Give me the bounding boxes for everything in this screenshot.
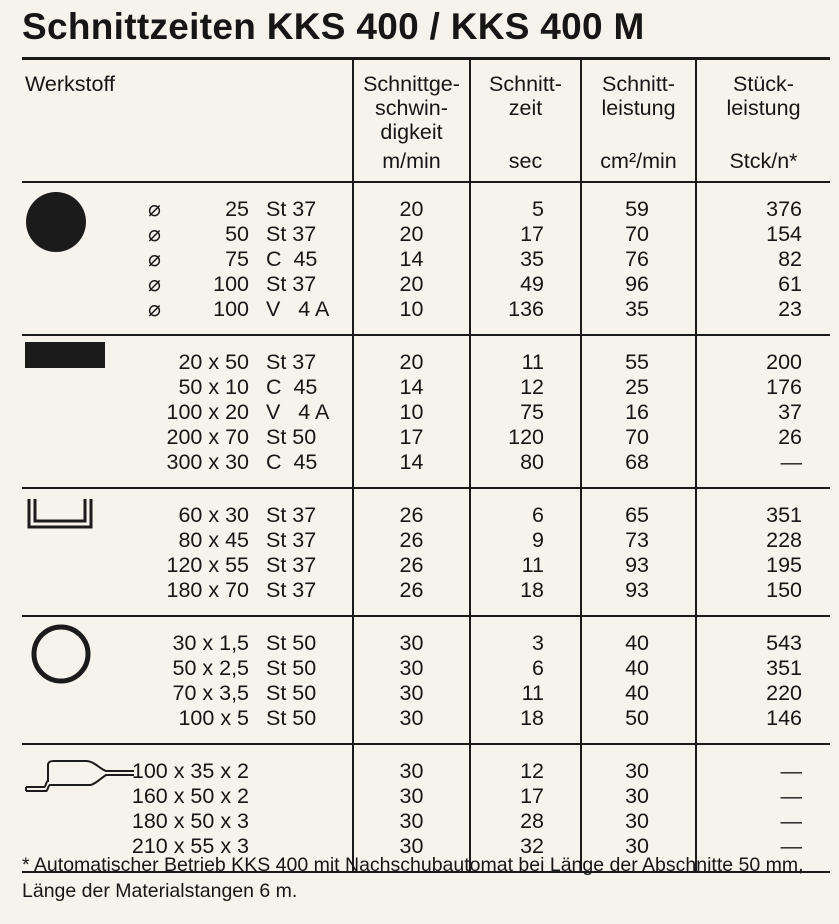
header-pieces-label: Stück- leistung <box>726 72 801 120</box>
header-output-unit: cm²/min <box>600 149 677 173</box>
grade-label: St 37 <box>266 350 317 374</box>
cell-time: 17 <box>520 784 544 808</box>
cell-pieces: 543 <box>766 631 802 655</box>
cell-time: 11 <box>521 350 544 374</box>
speed-cell <box>353 335 470 488</box>
dimension-label: 80 x 45 <box>178 528 249 552</box>
time-cell <box>470 335 581 488</box>
material-line <box>22 553 352 578</box>
cell-time: 18 <box>520 578 544 602</box>
dimension-label: 100 x 35 x 2 <box>131 759 249 783</box>
speed-cell <box>353 182 470 335</box>
cell-output: 35 <box>625 297 649 321</box>
dimension-label: 75 <box>225 247 249 271</box>
grade-label: St 37 <box>266 503 317 527</box>
cell-time: 9 <box>532 528 544 552</box>
cell-speed: 30 <box>399 656 424 680</box>
cell-time: 75 <box>520 400 544 424</box>
cell-speed: 10 <box>399 297 424 321</box>
cell-speed: 14 <box>399 375 424 399</box>
cell-time: 49 <box>520 272 544 296</box>
material-line <box>22 375 352 400</box>
material-line <box>22 681 352 706</box>
cell-pieces: 82 <box>778 247 802 271</box>
cell-time: 6 <box>532 656 544 680</box>
cell-pieces: 220 <box>766 681 802 705</box>
grade-label: St 50 <box>266 425 317 449</box>
grade-label: V 4 A <box>266 400 330 424</box>
cell-speed: 20 <box>399 197 424 221</box>
cell-pieces: 26 <box>778 425 802 449</box>
output-cell <box>581 335 696 488</box>
cell-speed: 26 <box>399 528 424 552</box>
page-title: Schnittzeiten KKS 400 / KKS 400 M <box>22 6 645 47</box>
cell-output: 70 <box>625 222 649 246</box>
cell-pieces: 351 <box>766 503 802 527</box>
cell-speed: 26 <box>399 553 424 577</box>
grade-label: C 45 <box>266 247 318 271</box>
dimension-label: 50 x 10 <box>178 375 249 399</box>
dimension-label: 50 x 2,5 <box>172 656 249 680</box>
dimension-label: 210 x 55 x 3 <box>131 834 249 858</box>
header-pieces <box>696 60 830 182</box>
output-cell <box>581 182 696 335</box>
grade-label: St 50 <box>266 681 317 705</box>
table-row-group <box>22 488 830 616</box>
diameter-icon: ⌀ <box>148 222 161 246</box>
diameter-icon: ⌀ <box>148 272 161 296</box>
dimension-label: 20 x 50 <box>178 350 249 374</box>
cell-output: 30 <box>625 834 649 858</box>
cell-output: 73 <box>625 528 649 552</box>
cell-output: 68 <box>625 450 649 474</box>
header-speed <box>353 60 470 182</box>
cell-pieces: 150 <box>766 578 802 602</box>
cell-output: 30 <box>625 809 649 833</box>
cell-speed: 20 <box>399 272 424 296</box>
cell-time: 11 <box>521 553 544 577</box>
cell-speed: 17 <box>399 425 424 449</box>
material-line <box>22 784 352 809</box>
cell-speed: 30 <box>399 809 424 833</box>
grade-label: St 37 <box>266 578 317 602</box>
grade-label: V 4 A <box>266 297 330 321</box>
table-row-group <box>22 182 830 335</box>
cell-pieces: — <box>780 784 802 808</box>
grade-label: St 50 <box>266 706 317 730</box>
dimension-label: 25 <box>225 197 249 221</box>
cell-output: 40 <box>625 681 649 705</box>
pieces-cell <box>696 335 830 488</box>
pieces-cell <box>696 182 830 335</box>
dimension-label: 100 <box>213 272 249 296</box>
cell-pieces: 146 <box>766 706 802 730</box>
material-line <box>22 222 352 247</box>
cell-pieces: 195 <box>766 553 802 577</box>
cell-pieces: — <box>780 759 802 783</box>
material-line <box>22 425 352 450</box>
material-line <box>22 350 352 375</box>
grade-label: St 37 <box>266 528 317 552</box>
diameter-icon: ⌀ <box>148 297 161 321</box>
header-time-label: Schnitt- zeit <box>489 72 562 120</box>
cell-time: 3 <box>532 631 544 655</box>
cell-speed: 30 <box>399 681 424 705</box>
cell-speed: 26 <box>399 503 424 527</box>
dimension-label: 180 x 50 x 3 <box>131 809 249 833</box>
cell-pieces: 228 <box>766 528 802 552</box>
cell-time: 136 <box>508 297 544 321</box>
cell-pieces: 200 <box>766 350 802 374</box>
cell-pieces: 154 <box>766 222 802 246</box>
cell-time: 11 <box>521 681 544 705</box>
dimension-label: 60 x 30 <box>178 503 249 527</box>
time-cell <box>470 616 581 744</box>
cell-speed: 20 <box>399 350 424 374</box>
output-cell <box>581 488 696 616</box>
cell-time: 12 <box>520 375 544 399</box>
output-cell <box>581 616 696 744</box>
material-cell <box>22 488 353 616</box>
material-line <box>22 247 352 272</box>
cell-output: 76 <box>625 247 649 271</box>
cell-time: 80 <box>520 450 544 474</box>
material-line <box>22 272 352 297</box>
cell-time: 5 <box>532 197 544 221</box>
dimension-label: 70 x 3,5 <box>172 681 249 705</box>
speed-cell <box>353 616 470 744</box>
time-cell <box>470 182 581 335</box>
material-cell <box>22 182 353 335</box>
grade-label: C 45 <box>266 375 318 399</box>
dimension-label: 180 x 70 <box>166 578 249 602</box>
dimension-label: 200 x 70 <box>166 425 249 449</box>
cell-time: 17 <box>520 222 544 246</box>
cell-pieces: 37 <box>778 400 802 424</box>
table-row-group <box>22 616 830 744</box>
material-line <box>22 503 352 528</box>
cell-speed: 30 <box>399 631 424 655</box>
cell-time: 35 <box>520 247 544 271</box>
dimension-label: 100 <box>213 297 249 321</box>
pieces-cell <box>696 488 830 616</box>
cell-time: 18 <box>520 706 544 730</box>
dimension-label: 160 x 50 x 2 <box>131 784 249 808</box>
cell-output: 93 <box>625 553 649 577</box>
cell-output: 16 <box>625 400 649 424</box>
header-speed-label: Schnittge- schwin- digkeit <box>363 72 460 144</box>
grade-label: St 37 <box>266 222 317 246</box>
cell-pieces: 176 <box>766 375 802 399</box>
cell-output: 93 <box>625 578 649 602</box>
cell-speed: 10 <box>399 400 424 424</box>
cell-output: 70 <box>625 425 649 449</box>
cell-output: 50 <box>625 706 649 730</box>
grade-label: St 37 <box>266 272 317 296</box>
speed-cell <box>353 488 470 616</box>
cell-time: 120 <box>508 425 544 449</box>
cell-speed: 26 <box>399 578 424 602</box>
cell-speed: 20 <box>399 222 424 246</box>
cell-output: 59 <box>625 197 649 221</box>
header-material: Werkstoff <box>22 60 353 182</box>
material-line <box>22 809 352 834</box>
cell-speed: 30 <box>399 834 424 858</box>
dimension-label: 50 <box>225 222 249 246</box>
material-line <box>22 450 352 475</box>
cell-output: 55 <box>625 350 649 374</box>
cell-speed: 30 <box>399 759 424 783</box>
cell-output: 30 <box>625 784 649 808</box>
material-line <box>22 656 352 681</box>
cell-pieces: — <box>780 834 802 858</box>
header-time-unit: sec <box>508 149 543 173</box>
material-line <box>22 528 352 553</box>
cell-pieces: 61 <box>778 272 802 296</box>
material-line <box>22 197 352 222</box>
cell-pieces: 23 <box>778 297 802 321</box>
header-pieces-unit: Stck/n* <box>729 149 798 173</box>
material-line <box>22 631 352 656</box>
cell-output: 40 <box>625 631 649 655</box>
material-line <box>22 297 352 322</box>
table-row-group <box>22 335 830 488</box>
cell-output: 25 <box>625 375 649 399</box>
dimension-label: 120 x 55 <box>166 553 249 577</box>
grade-label: St 50 <box>266 631 317 655</box>
dimension-label: 30 x 1,5 <box>172 631 249 655</box>
cell-time: 12 <box>520 759 544 783</box>
diameter-icon: ⌀ <box>148 247 161 271</box>
material-cell <box>22 335 353 488</box>
time-cell <box>470 488 581 616</box>
grade-label: St 37 <box>266 553 317 577</box>
cell-time: 28 <box>520 809 544 833</box>
cell-pieces: — <box>780 809 802 833</box>
cell-time: 32 <box>520 834 544 858</box>
cell-output: 30 <box>625 759 649 783</box>
cell-output: 96 <box>625 272 649 296</box>
cell-pieces: — <box>780 450 802 474</box>
material-line <box>22 706 352 731</box>
cell-pieces: 376 <box>766 197 802 221</box>
cell-speed: 30 <box>399 784 424 808</box>
cutting-times-table <box>22 60 830 873</box>
grade-label: C 45 <box>266 450 318 474</box>
cell-output: 40 <box>625 656 649 680</box>
footnote: * Automatischer Betrieb KKS 400 mit Nachschubautomat bei Länge der Abschnitte 50 mm, Länge der Materialstangen 6 m. <box>22 854 804 902</box>
cell-speed: 30 <box>399 706 424 730</box>
diameter-icon: ⌀ <box>148 197 161 221</box>
material-line <box>22 400 352 425</box>
dimension-label: 100 x 20 <box>166 400 249 424</box>
dimension-label: 300 x 30 <box>166 450 249 474</box>
dimension-label: 100 x 5 <box>178 706 249 730</box>
cell-output: 65 <box>625 503 649 527</box>
header-speed-unit: m/min <box>382 149 441 173</box>
material-cell <box>22 616 353 744</box>
cell-pieces: 351 <box>766 656 802 680</box>
table-header-row <box>22 60 830 182</box>
pieces-cell <box>696 616 830 744</box>
cell-speed: 14 <box>399 247 424 271</box>
header-output <box>581 60 696 182</box>
header-output-label: Schnitt- leistung <box>601 72 676 120</box>
header-time <box>470 60 581 182</box>
grade-label: St 50 <box>266 656 317 680</box>
grade-label: St 37 <box>266 197 317 221</box>
material-line <box>22 578 352 603</box>
cell-time: 6 <box>532 503 544 527</box>
cell-speed: 14 <box>399 450 424 474</box>
material-line <box>22 759 352 784</box>
